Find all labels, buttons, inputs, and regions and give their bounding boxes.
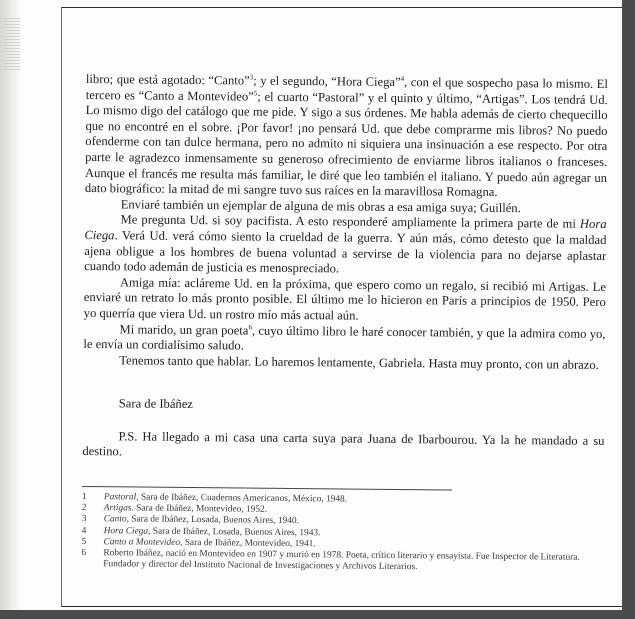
footnote-text: Roberto Ibáñez, nació en Montevideo en 1907 y murió en 1978. Poeta, crítico literario y ensayista. Fue Inspector de Literatura. Fundador y director del Instituto Nacional de Investigaciones y Archivos Literarios. <box>103 548 580 573</box>
footnote-divider <box>82 486 452 491</box>
footnote-text: , Sara de Ibáñez, Losada, Buenos Aires, 1943. <box>148 526 321 538</box>
p1-text-a: libro; que está agotado: “Canto” <box>85 72 250 88</box>
p3-text-b: . Verá Ud. verá cómo siento la crueldad de la guerra. Y aún más, cómo detesto que la maldad ajena obligue a los hombres de buena voluntad a servirse de la violencia para no dejarse aplastar cuando todo ademán de justicia es menospreciado. <box>84 228 607 276</box>
footnote-text: , Sara de Ibáñez, Cuadernos Americanos, México, 1948. <box>136 492 348 505</box>
paragraph-5 <box>83 321 605 357</box>
paragraph-6: Tenemos tanto que hablar. Lo haremos lentamente, Gabriela. Hasta muy pronto, con un abrazo. <box>119 353 599 372</box>
footnote-title: Canto <box>103 514 127 525</box>
scanner-edge-artifact <box>4 18 20 70</box>
footnote-number: 5 <box>81 536 87 547</box>
p3-text-a: Me pregunta Ud. si soy pacifista. A esto responderé ampliamente la primera parte de mi <box>120 212 581 232</box>
footnote-ref-4: 4 <box>400 74 405 83</box>
footnote-number: 6 <box>81 548 87 559</box>
footnote-title: Canto a Montevideo <box>103 537 181 548</box>
footnote-ref-5: 5 <box>253 89 258 98</box>
footnote-number: 4 <box>81 525 87 536</box>
footnote-number: 3 <box>81 514 87 525</box>
signature: Sara de Ibáñez <box>118 396 194 412</box>
footnote-title: Artigas <box>103 503 132 514</box>
letter-text <box>81 72 608 575</box>
p5-text-b: , cuyo último libro le haré conocer también, y que la admira como yo, le envía un cordialísimo saludo. <box>83 323 606 353</box>
footnote-title: Pastoral <box>103 492 137 503</box>
footnotes <box>81 492 604 575</box>
footnote-text: . Sara de Ibáñez, Montevideo, 1952. <box>131 503 268 516</box>
footnote-title: Hora Ciega <box>103 525 149 537</box>
paragraph-4: Amiga mía: acláreme Ud. en la próxima, que espero como un regalo, si recibió mi Artigas. Le enviaré un retrato lo más pronto posible. El último me lo hicieron en París a principios de 1950. Pero yo querría que viera Ud. un rostro mío más actual aún. <box>83 275 607 323</box>
p1-text-b: ; y el segundo, “Hora Ciega” <box>253 73 401 90</box>
paragraph-3 <box>84 212 607 279</box>
postscript: P.S. Ha llegado a mi casa una carta suya para Juana de Ibarbourou. Ya la he mandado a su destino. <box>82 429 605 459</box>
footnote-text: , Sara de Ibáñez, Losada, Buenos Aires, 1940. <box>126 514 300 527</box>
footnote-text: , Sara de Ibáñez, Montevideo, 1941. <box>179 537 316 550</box>
paragraph-1 <box>85 72 608 202</box>
book-title-hora-ciega: Hora Ciega <box>84 217 607 243</box>
p1-text-d: ; el cuarto “Pastoral” y el quinto y último, “Artigas”. Los tendrá Ud. Lo mismo digo del catálogo que me pide. Y sigo a sus órdenes. Me habla además de cierto chequecillo que no encontré en el sobre. ¡Por favor! ¡no pensará Ud. que debe comprarme mis libros? No puedo ofenderme con tan dulce hermana, pero no admito ni siquiera una insinuación a ese respecto. Por otra parte le agradezco inmensamente su generoso ofrecimiento de enviarme libros italianos o franceses. Aunque el francés me resulta más familiar, le diré que leo también el italiano. Y puedo aún agregar un dato biográfico: la mitad de mi sangre tuvo sus raíces en la maravillosa Romagna. <box>84 89 608 200</box>
footnote-ref-3: 3 <box>249 73 254 82</box>
footnote-ref-6: 6 <box>248 322 253 331</box>
p5-text-a: Mi marido, un gran poeta <box>119 321 249 338</box>
footnote-number: 2 <box>81 503 87 514</box>
paragraph-2: Enviaré también un ejemplar de alguna de mis obras a esa amiga suya; Guillén. <box>120 197 521 215</box>
p1-text-c: , con el que sospecho pasa lo mismo. El tercero es “Canto a Montevideo” <box>85 75 608 104</box>
footnote-number: 1 <box>81 492 87 503</box>
